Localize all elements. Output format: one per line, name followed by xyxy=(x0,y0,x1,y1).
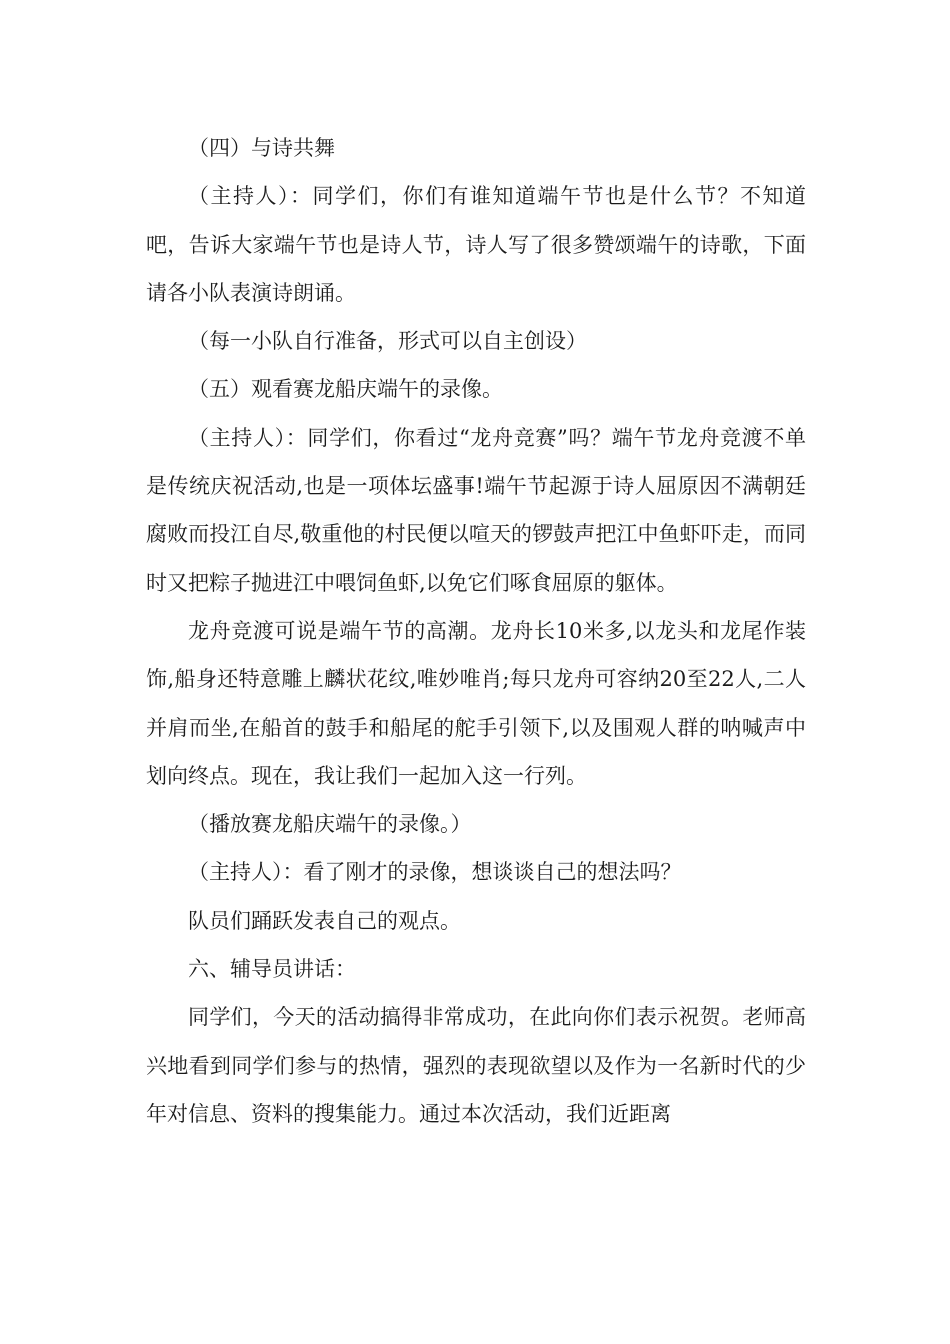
paragraph-dragon-boat-race: 龙舟竞渡可说是端午节的高潮。龙舟长10米多,以龙头和龙尾作装饰,船身还特意雕上麟状花纹,唯妙唯肖;每只龙舟可容纳20至22人,二人并肩而坐,在船首的鼓手和船尾的舵手引领下,以及围观人群的呐喊声中划向终点。现在，我让我们一起加入这一行列。 xyxy=(146,618,806,788)
paragraph-team-views: 队员们踊跃发表自己的观点。 xyxy=(188,908,461,933)
note-team-preparation: （每一小队自行准备，形式可以自主创设） xyxy=(188,329,587,354)
host-paragraph-thoughts: （主持人）：看了刚才的录像，想谈谈自己的想法吗？ xyxy=(188,860,682,885)
host-paragraph-dragon-boat: （主持人）：同学们，你看过“龙舟竞赛”吗？端午节龙舟竞渡不单是传统庆祝活动,也是一项体坛盛事!端午节起源于诗人屈原因不满朝廷腐败而投江自尽,敬重他的村民便以喧天的锣鼓声把江中鱼虾吓走，而同时又把粽子抛进江中喂饲鱼虾,以免它们啄食屈原的躯体。 xyxy=(146,425,806,595)
document-body xyxy=(146,124,806,1138)
section-heading-four: （四）与诗共舞 xyxy=(188,136,335,160)
section-heading-five: （五）观看赛龙船庆端午的录像。 xyxy=(188,377,503,402)
host-paragraph-poets-festival: （主持人）：同学们，你们有谁知道端午节也是什么节？不知道吧，告诉大家端午节也是诗人节，诗人写了很多赞颂端午的诗歌，下面请各小队表演诗朗诵。 xyxy=(146,184,806,305)
note-play-video: （播放赛龙船庆端午的录像。） xyxy=(188,812,472,837)
paragraph-counselor-speech: 同学们，今天的活动搞得非常成功，在此向你们表示祝贺。老师高兴地看到同学们参与的热情，强烈的表现欲望以及作为一名新时代的少年对信息、资料的搜集能力。通过本次活动，我们近距离 xyxy=(146,1005,806,1126)
section-heading-six: 六、辅导员讲话： xyxy=(188,957,356,982)
